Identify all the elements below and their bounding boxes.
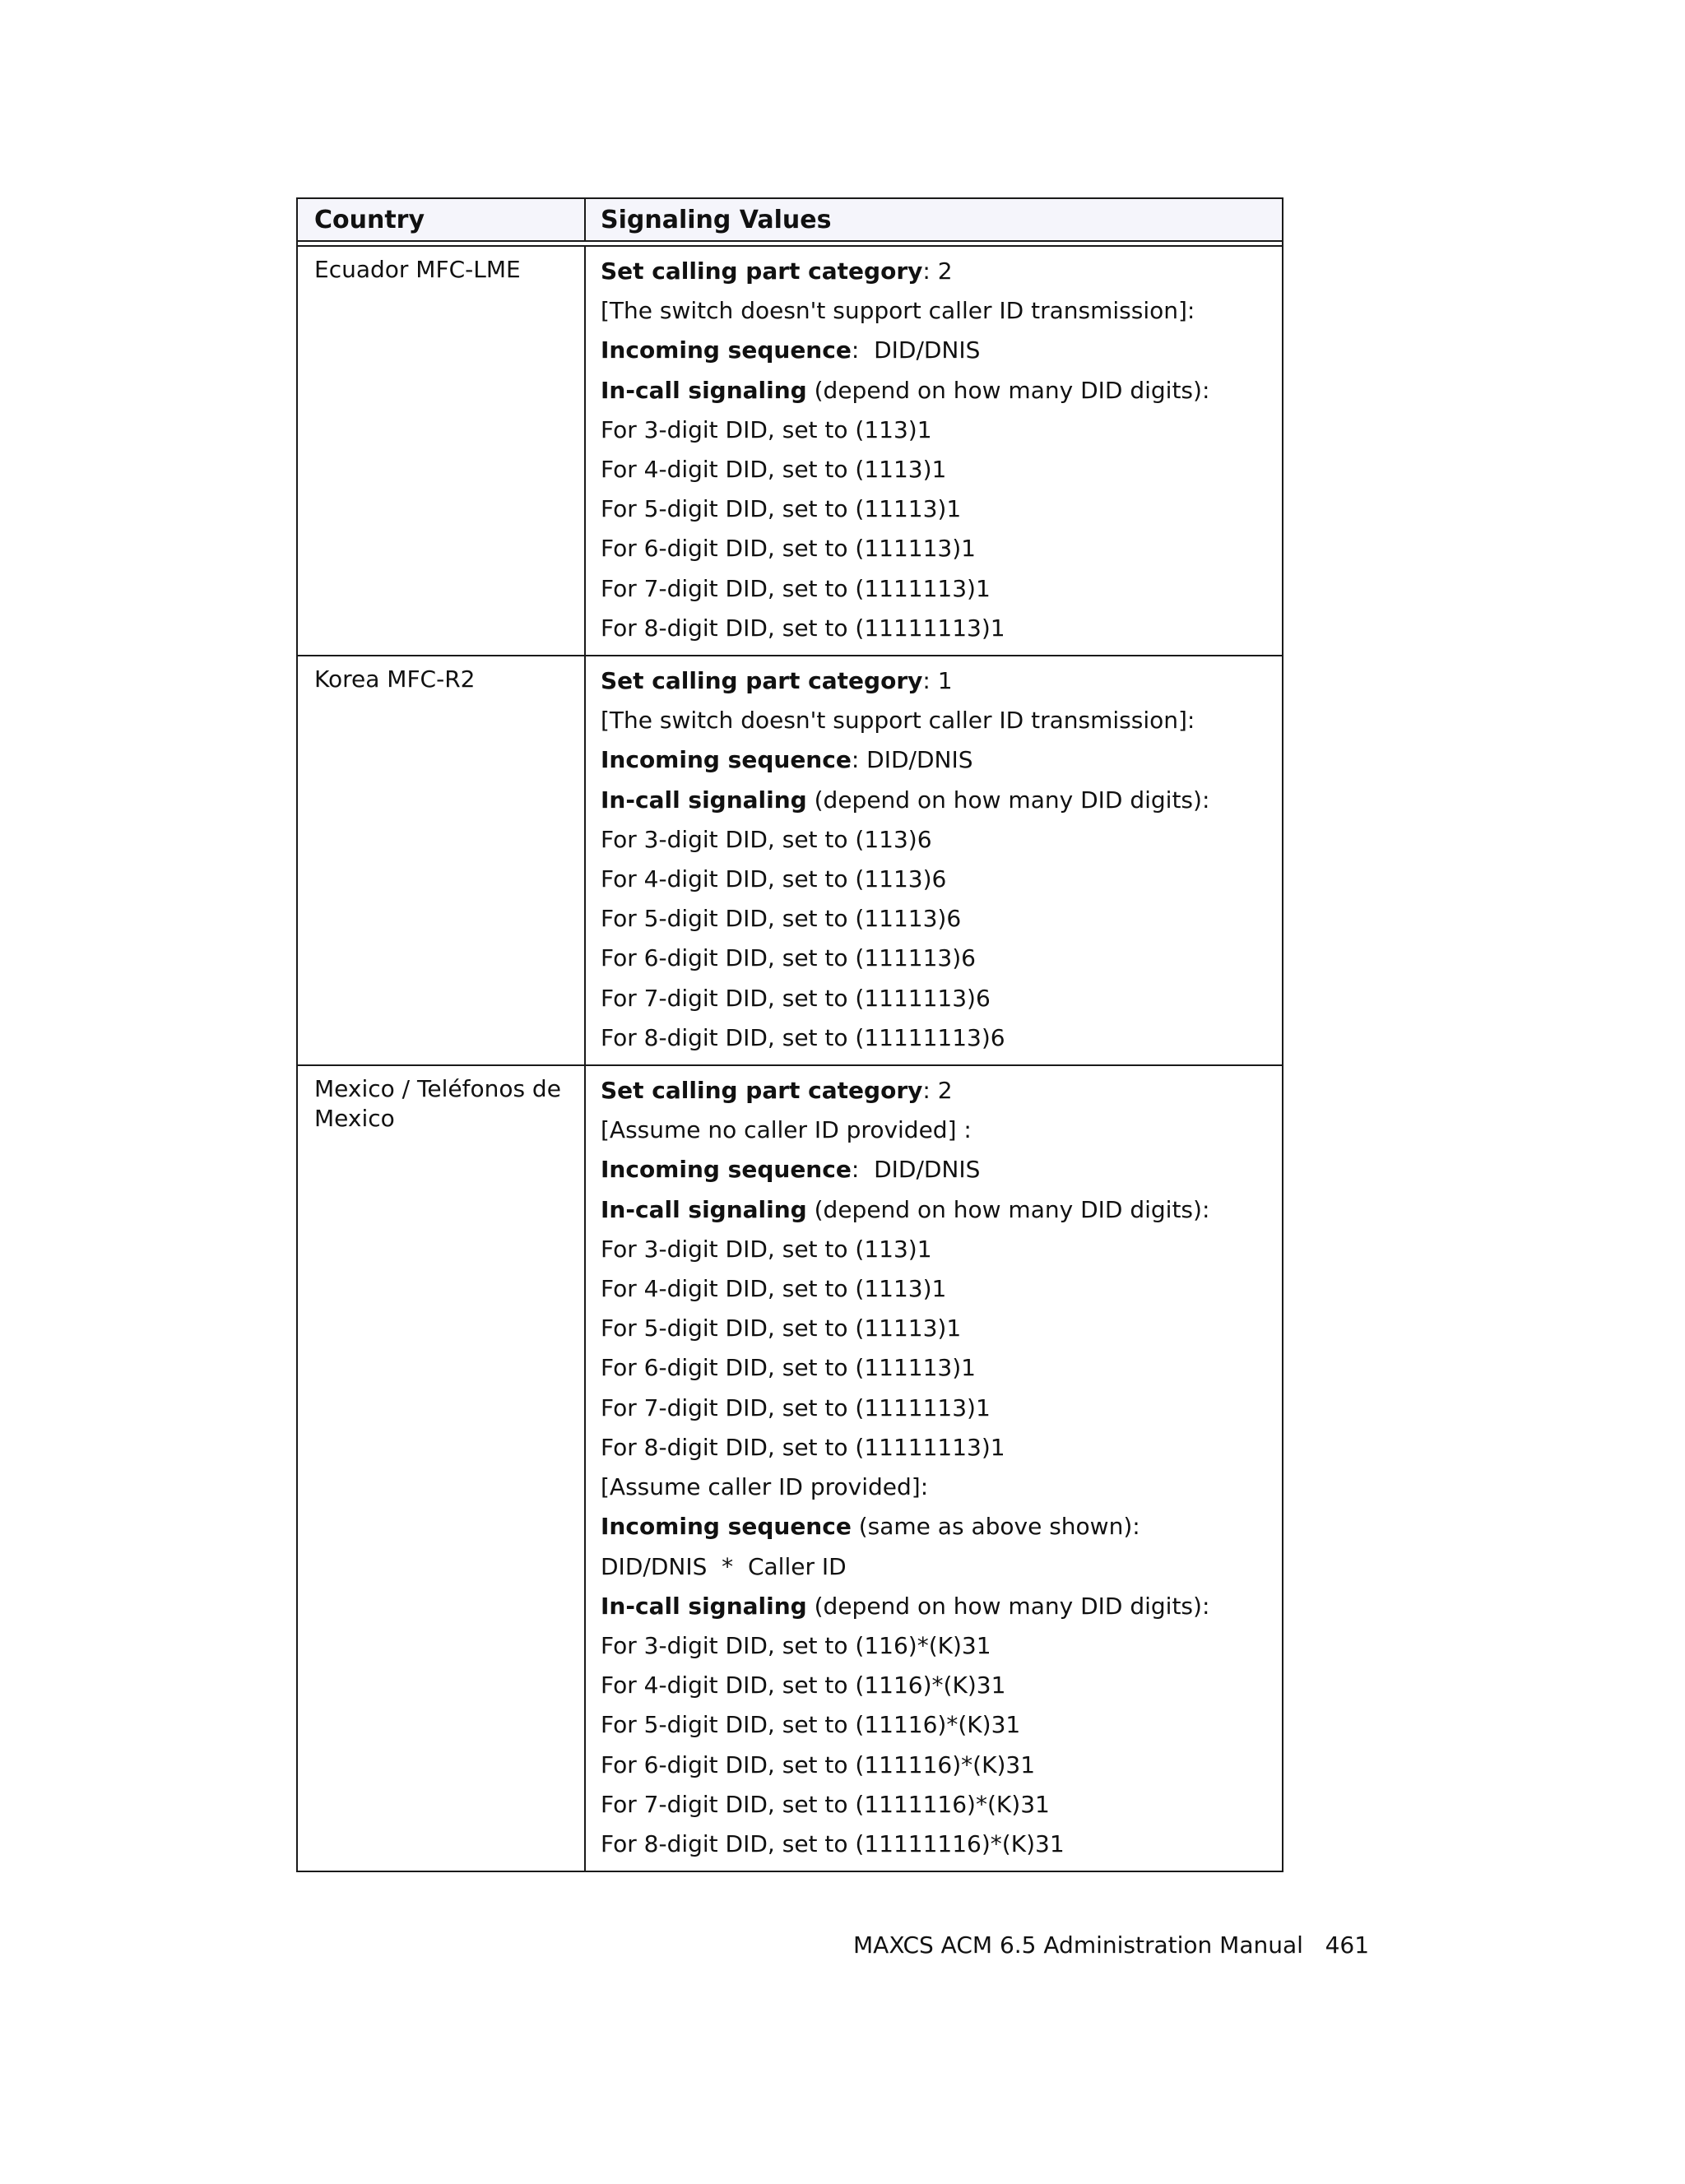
- signaling-line: [601, 781, 1282, 820]
- country-cell: Ecuador MFC-LME: [298, 247, 586, 655]
- signaling-line-text: For 8-digit DID, set to (11111116)*(K)31: [601, 1829, 1065, 1857]
- signaling-line: [601, 1071, 1282, 1111]
- signaling-line: [601, 1190, 1282, 1230]
- signaling-line-text: For 3-digit DID, set to (113)1: [601, 415, 932, 443]
- signaling-table: [296, 197, 1283, 1872]
- page-footer: MAXCS ACM 6.5 Administration Manual 461: [853, 1931, 1370, 1959]
- signaling-line-text: : DID/DNIS: [851, 746, 973, 774]
- signaling-line-text: For 7-digit DID, set to (1111113)1: [601, 574, 991, 602]
- signaling-line-text: [The switch doesn't support caller ID transmission]:: [601, 707, 1195, 735]
- signaling-line-text: For 5-digit DID, set to (11113)6: [601, 905, 962, 933]
- signaling-line-label: Incoming sequence: [601, 336, 852, 364]
- header-signaling-values: Signaling Values: [601, 206, 832, 234]
- signaling-line: [601, 740, 1282, 780]
- signaling-line: [601, 1018, 1282, 1058]
- signaling-line: [601, 1666, 1282, 1705]
- signaling-values-cell: [586, 247, 1282, 655]
- signaling-line-text: (depend on how many DID digits):: [806, 786, 1210, 814]
- signaling-line-label: Incoming sequence: [601, 1513, 852, 1541]
- table-row: [298, 247, 1282, 655]
- signaling-line-text: (depend on how many DID digits):: [806, 1195, 1210, 1223]
- signaling-line: [601, 410, 1282, 450]
- signaling-line: [601, 1626, 1282, 1666]
- signaling-line: [601, 1389, 1282, 1428]
- signaling-line-text: : 2: [922, 257, 953, 285]
- signaling-line-text: For 3-digit DID, set to (113)6: [601, 825, 932, 853]
- signaling-line-text: (depend on how many DID digits):: [806, 1592, 1210, 1620]
- signaling-line-text: [Assume no caller ID provided] :: [601, 1116, 972, 1144]
- signaling-line-text: (depend on how many DID digits):: [806, 376, 1210, 404]
- signaling-line: [601, 701, 1282, 740]
- table-body: [298, 247, 1282, 1871]
- signaling-line: [601, 1825, 1282, 1864]
- signaling-line: [601, 979, 1282, 1018]
- signaling-line: [601, 529, 1282, 568]
- signaling-line-text: For 6-digit DID, set to (111113)6: [601, 944, 976, 972]
- signaling-line-text: : 2: [922, 1077, 953, 1105]
- signaling-line-label: Incoming sequence: [601, 1156, 852, 1184]
- signaling-line-label: In-call signaling: [601, 1592, 807, 1620]
- signaling-line: [601, 820, 1282, 860]
- signaling-line-text: For 4-digit DID, set to (1113)1: [601, 1275, 947, 1303]
- signaling-line-text: For 7-digit DID, set to (1111113)1: [601, 1393, 991, 1421]
- table-header-row: [298, 199, 1282, 242]
- signaling-line-text: For 6-digit DID, set to (111116)*(K)31: [601, 1750, 1036, 1778]
- signaling-line-text: For 5-digit DID, set to (11116)*(K)31: [601, 1711, 1021, 1739]
- signaling-line: [601, 489, 1282, 529]
- signaling-line-text: : DID/DNIS: [851, 1156, 981, 1184]
- header-country: Country: [298, 199, 586, 240]
- signaling-line: [601, 1785, 1282, 1825]
- table-row: [298, 655, 1282, 1064]
- signaling-line-text: [The switch doesn't support caller ID transmission]:: [601, 297, 1195, 325]
- signaling-line-text: For 8-digit DID, set to (11111113)6: [601, 1023, 1005, 1051]
- signaling-line-label: In-call signaling: [601, 376, 807, 404]
- signaling-line-text: [Assume caller ID provided]:: [601, 1473, 929, 1501]
- country-cell: Mexico / Teléfonos de Mexico: [298, 1066, 586, 1871]
- signaling-line: [601, 1428, 1282, 1468]
- signaling-line: [601, 1150, 1282, 1189]
- signaling-values-cell: [586, 1066, 1282, 1871]
- signaling-line-label: In-call signaling: [601, 1195, 807, 1223]
- signaling-line: [601, 1468, 1282, 1507]
- signaling-line: [601, 371, 1282, 410]
- signaling-line: [601, 609, 1282, 648]
- signaling-line-text: For 4-digit DID, set to (1113)6: [601, 865, 947, 893]
- signaling-line: [601, 899, 1282, 939]
- signaling-line-label: Set calling part category: [601, 257, 923, 285]
- signaling-line: [601, 1230, 1282, 1269]
- signaling-values-cell: [586, 656, 1282, 1064]
- signaling-line-text: For 6-digit DID, set to (111113)1: [601, 1354, 976, 1382]
- signaling-line-text: For 7-digit DID, set to (1111116)*(K)31: [601, 1790, 1050, 1818]
- signaling-line: [601, 331, 1282, 370]
- signaling-line-text: For 3-digit DID, set to (116)*(K)31: [601, 1631, 991, 1659]
- signaling-line: [601, 1746, 1282, 1785]
- signaling-line: [601, 569, 1282, 609]
- signaling-line: [601, 1587, 1282, 1626]
- signaling-line: [601, 291, 1282, 331]
- signaling-line-text: For 8-digit DID, set to (11111113)1: [601, 614, 1005, 642]
- signaling-line: [601, 1507, 1282, 1546]
- signaling-line: [601, 661, 1282, 701]
- signaling-line-text: For 8-digit DID, set to (11111113)1: [601, 1433, 1005, 1461]
- signaling-line: [601, 1269, 1282, 1309]
- signaling-line-text: : 1: [922, 667, 953, 695]
- signaling-line: [601, 1547, 1282, 1587]
- signaling-line-label: Set calling part category: [601, 667, 923, 695]
- signaling-line: [601, 1705, 1282, 1745]
- signaling-line: [601, 1309, 1282, 1348]
- signaling-line: [601, 450, 1282, 489]
- signaling-line-text: For 3-digit DID, set to (113)1: [601, 1235, 932, 1263]
- signaling-line-text: For 6-digit DID, set to (111113)1: [601, 535, 976, 563]
- signaling-line: [601, 860, 1282, 899]
- signaling-line-label: Set calling part category: [601, 1077, 923, 1105]
- signaling-line-label: Incoming sequence: [601, 746, 852, 774]
- signaling-line: [601, 252, 1282, 291]
- signaling-line-text: DID/DNIS * Caller ID: [601, 1552, 847, 1580]
- signaling-line-text: For 5-digit DID, set to (11113)1: [601, 495, 962, 523]
- signaling-line-text: For 5-digit DID, set to (11113)1: [601, 1315, 962, 1342]
- signaling-line-text: For 7-digit DID, set to (1111113)6: [601, 984, 991, 1012]
- signaling-line-text: : DID/DNIS: [851, 336, 981, 364]
- signaling-line: [601, 939, 1282, 978]
- signaling-line-text: For 4-digit DID, set to (1116)*(K)31: [601, 1672, 1006, 1699]
- table-row: [298, 1064, 1282, 1871]
- country-cell: Korea MFC-R2: [298, 656, 586, 1064]
- signaling-line-text: (same as above shown):: [851, 1513, 1140, 1541]
- signaling-line: [601, 1348, 1282, 1388]
- signaling-line-label: In-call signaling: [601, 786, 807, 814]
- signaling-line: [601, 1111, 1282, 1150]
- signaling-line-text: For 4-digit DID, set to (1113)1: [601, 456, 947, 484]
